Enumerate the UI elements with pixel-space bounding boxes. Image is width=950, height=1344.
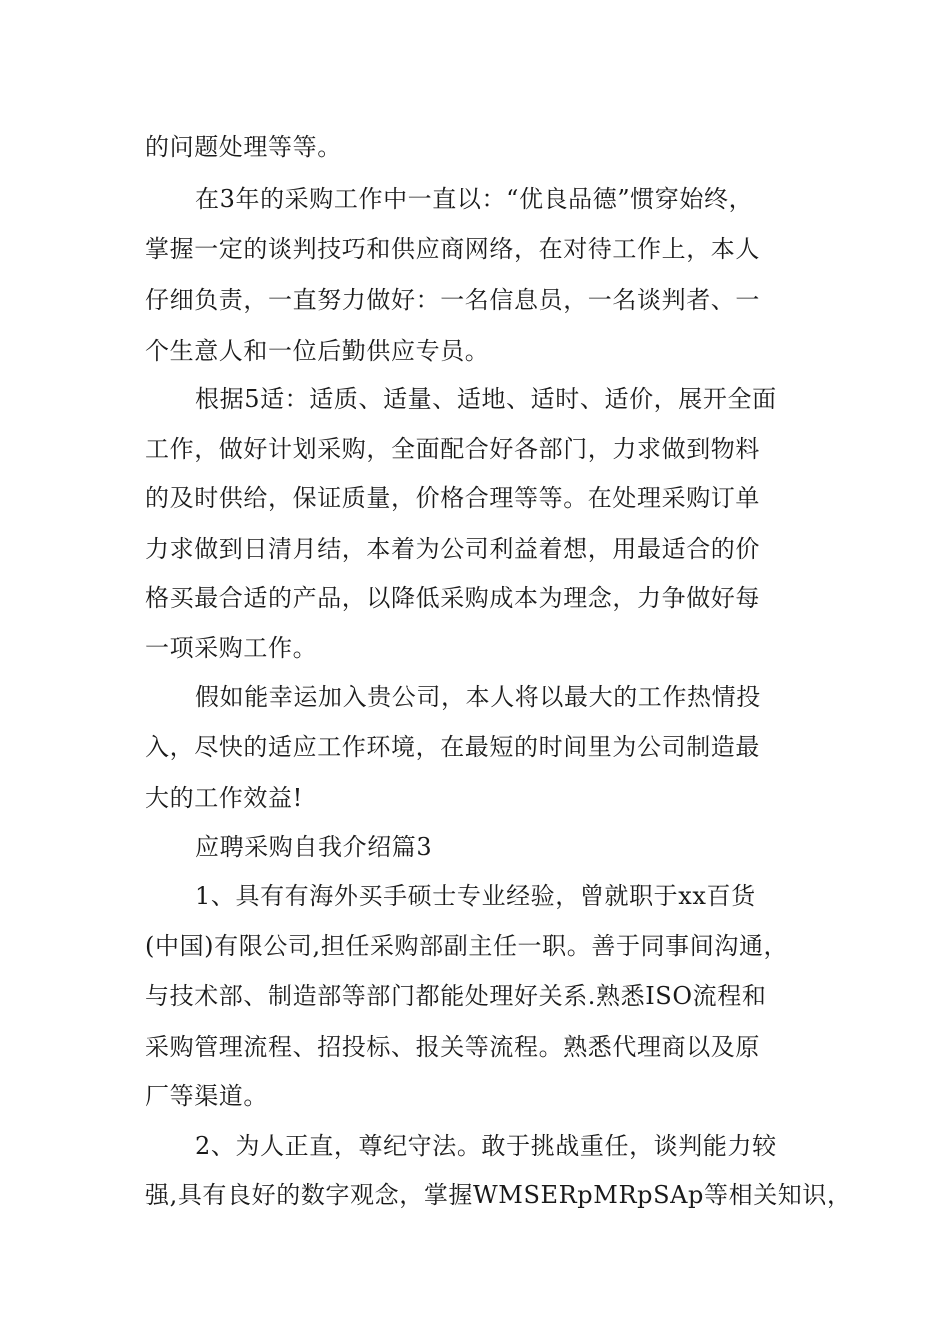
text-line: 一项采购工作。 xyxy=(145,634,318,662)
text-line: 厂等渠道。 xyxy=(145,1082,268,1110)
text-line: 入，尽快的适应工作环境，在最短的时间里为公司制造最 xyxy=(145,733,760,761)
text-line: 工作，做好计划采购，全面配合好各部门，力求做到物料 xyxy=(145,435,760,463)
paragraph-first-line: 在3年的采购工作中一直以：“优良品德”惯穿始终， xyxy=(195,185,754,213)
text-line: 格买最合适的产品，以降低采购成本为理念，力争做好每 xyxy=(145,584,760,612)
text-line: 力求做到日清月结，本着为公司利益着想，用最适合的价 xyxy=(145,535,760,563)
text-line: 的及时供给，保证质量，价格合理等等。在处理采购订单 xyxy=(145,484,760,512)
text-line: 个生意人和一位后勤供应专员。 xyxy=(145,337,490,365)
section-heading: 应聘采购自我介绍篇3 xyxy=(195,833,433,861)
text-line: 强,具有良好的数字观念，掌握WMSERpMRpSAp等相关知识， xyxy=(145,1181,852,1209)
text-line: 与技术部、制造部等部门都能处理好关系.熟悉ISO流程和 xyxy=(145,982,767,1010)
paragraph-first-line: 2、为人正直，尊纪守法。敢于挑战重任，谈判能力较 xyxy=(195,1132,777,1160)
text-line: 采购管理流程、招投标、报关等流程。熟悉代理商以及原 xyxy=(145,1033,760,1061)
paragraph-first-line: 假如能幸运加入贵公司，本人将以最大的工作热情投 xyxy=(195,683,761,711)
text-line: 仔细负责，一直努力做好：一名信息员，一名谈判者、一 xyxy=(145,286,760,314)
text-line: 的问题处理等等。 xyxy=(145,133,342,161)
paragraph-first-line: 根据5适：适质、适量、适地、适时、适价，展开全面 xyxy=(195,385,777,413)
text-line: 大的工作效益! xyxy=(145,784,303,812)
text-line: 掌握一定的谈判技巧和供应商网络，在对待工作上，本人 xyxy=(145,235,760,263)
text-line: (中国)有限公司,担任采购部副主任一职。善于同事间沟通， xyxy=(145,932,789,960)
paragraph-first-line: 1、具有有海外买手硕士专业经验，曾就职于xx百货 xyxy=(195,882,756,910)
